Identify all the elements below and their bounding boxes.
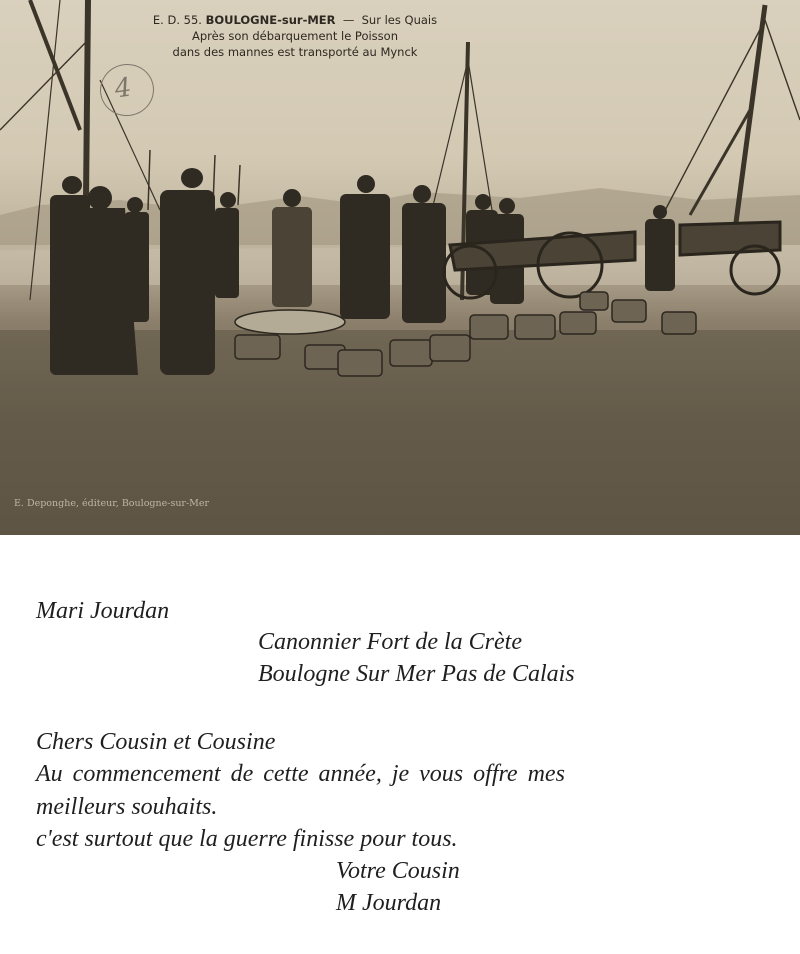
body-line-1: Au commencement de cette année, je vous offre mes bbox=[36, 761, 565, 787]
sender-name: Mari Jourdan bbox=[36, 598, 170, 624]
pencil-circled-number: 4 bbox=[97, 60, 158, 119]
caption-line-2: Après son débarquement le Poisson bbox=[192, 29, 398, 43]
body-line-3: c'est surtout que la guerre finisse pour tous. bbox=[36, 826, 458, 852]
address-line-1: Canonnier Fort de la Crète bbox=[258, 629, 522, 655]
letter-transcription bbox=[0, 535, 800, 954]
postcard-caption bbox=[120, 12, 470, 60]
closing: Votre Cousin bbox=[336, 858, 460, 884]
address-line-2: Boulogne Sur Mer Pas de Calais bbox=[258, 661, 575, 687]
publisher-imprint: E. Deponghe, éditeur, Boulogne-sur-Mer bbox=[14, 498, 210, 509]
greeting: Chers Cousin et Cousine bbox=[36, 729, 276, 755]
signature: M Jourdan bbox=[336, 890, 442, 916]
caption-line-3: dans des mannes est transporté au Mynck bbox=[172, 45, 418, 59]
body-line-2: meilleurs souhaits. bbox=[36, 794, 218, 820]
caption-line-1: E. D. 55. BOULOGNE-sur-MER — Sur les Quais bbox=[152, 13, 438, 27]
